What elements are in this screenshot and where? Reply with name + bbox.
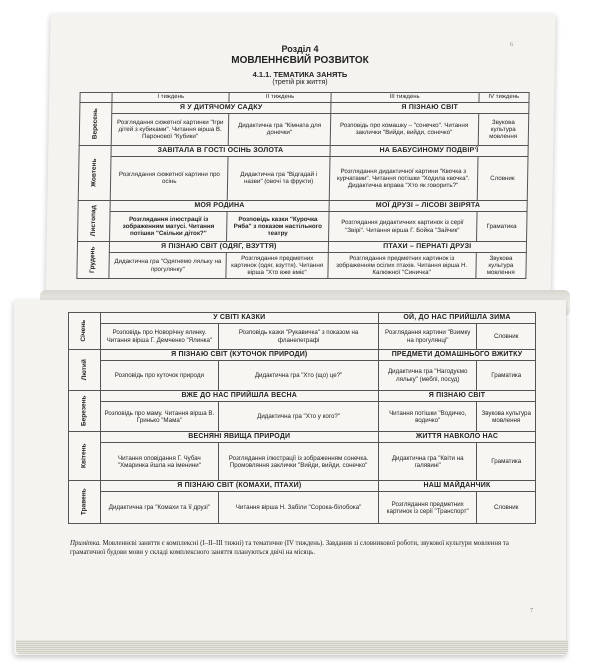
month-label: Вересень [79, 102, 112, 145]
cell: Розповідь казки "Рукавичка" з показом на фланелеграфі [219, 324, 379, 350]
theme-row [77, 242, 526, 253]
cell: Читання потішки "Водичко, водичко" [378, 402, 476, 432]
week-header: III тиждень [331, 93, 479, 103]
schedule-table-lower [68, 312, 536, 524]
cell: Дидактична гра "Хто у кого?" [219, 402, 379, 432]
footnote-text: Мовленнєві заняття є комплексні (I–II–III тижні) та тематичне (IV тиждень). Завдання зі словникової роботи, звукової культури мовлення та граматичної будови мови у складі комплексного заняття плануються двічі на місяць. [70, 540, 509, 556]
theme-label: МОЯ РОДИНА [110, 200, 329, 211]
theme-label: Я ПІЗНАЮ СВІТ [330, 102, 529, 113]
table-header-row [80, 93, 529, 103]
cell: Дидактична гра "Хто (що) це?" [219, 361, 379, 391]
table-row [69, 361, 536, 391]
table-row [77, 253, 526, 279]
month-label: Березень [69, 391, 101, 432]
cell: Граматика [476, 212, 527, 242]
cell: Словник [477, 492, 536, 524]
cell: Дидактична гра "Одягнемо ляльку на прогулянку" [109, 253, 227, 279]
week-header: IV тиждень [478, 93, 529, 103]
table-row [69, 324, 536, 350]
cell: Читання вірша Н. Забіли "Сорока-білобока" [219, 492, 379, 524]
theme-row [79, 145, 528, 156]
cell: Граматика [477, 361, 536, 391]
table-row [69, 492, 536, 524]
cell: Читання оповідання Г. Чубач "Хмаринка йшла на іменини" [100, 443, 219, 481]
week-header: II тиждень [229, 93, 330, 103]
footnote-label: Примітка. [70, 540, 101, 547]
month-label: Травень [69, 481, 101, 524]
theme-row [69, 481, 536, 492]
theme-row [69, 432, 536, 443]
cell: Розглядання сюжетної картини про осінь [110, 156, 228, 200]
cell: Розповідь про куточок природи [100, 361, 219, 391]
cell: Розглядання предметних картинок із серії "Транспорт" [378, 492, 476, 524]
theme-label: ВЖЕ ДО НАС ПРИЙШЛА ВЕСНА [100, 391, 378, 402]
cell: Звукова культура мовлення [475, 253, 526, 279]
subtitle: 4.1.1. ТЕМАТИКА ЗАНЯТЬ [252, 70, 348, 79]
schedule-table-upper [76, 92, 529, 279]
cell: Словник [477, 324, 536, 350]
theme-label: ОЙ, ДО НАС ПРИЙШЛА ЗИМА [378, 313, 535, 324]
theme-label: Я ПІЗНАЮ СВІТ (КУТОЧОК ПРИРОДИ) [100, 350, 378, 361]
theme-label: ЖИТТЯ НАВКОЛО НАС [378, 432, 535, 443]
theme-label: У СВІТІ КАЗКИ [100, 313, 378, 324]
cell: Розповідь про комашку – "сонечко". Читання заклички "Вийди, вийди, сонечко" [330, 113, 478, 145]
cell: Розглядання предметних картинок (одяг, взуття). Читання вірша "Хто вже вміє" [226, 253, 328, 279]
table-row [78, 156, 528, 200]
theme-label: ПТАХИ – ПЕРНАТІ ДРУЗІ [328, 242, 527, 253]
theme-label: Я ПІЗНАЮ СВІТ (ОДЯГ, ВЗУТТЯ) [109, 242, 328, 253]
table-row [69, 402, 536, 432]
theme-label: НА БАБУСИНОМУ ПОДВІР'Ї [330, 145, 529, 156]
cell: Дидактична гра "Квіти на галявині" [378, 443, 476, 481]
theme-label: ВЕСНЯНІ ЯВИЩА ПРИРОДИ [100, 432, 378, 443]
cell: Граматика [477, 443, 536, 481]
cell: Розглядання картини "Взимку на прогулянці" [378, 324, 476, 350]
theme-row [69, 391, 536, 402]
theme-row [69, 313, 536, 324]
month-label: Жовтень [78, 145, 111, 200]
cell: Звукова культура мовлення [478, 113, 529, 145]
week-header: I тиждень [112, 93, 230, 103]
cell: Дидактична гра "Комахи та її друзі" [100, 492, 219, 524]
cell: Словник [477, 156, 528, 200]
cell: Розповідь казки "Курочка Ряба" з показом настільного театру [227, 212, 329, 242]
theme-row [80, 102, 529, 113]
table-row [79, 113, 529, 145]
cell: Розглядання предметних картинок із зображенням осілих птахів. Читання вірша Н. Калюжної "Синичка" [328, 253, 476, 279]
month-label: Грудень [77, 242, 110, 279]
top-page-number: 6 [510, 42, 513, 48]
month-label: Лютий [69, 350, 101, 391]
cell: Розповідь про Новорічну ялинку. Читання вірша Г. Демченко "Ялинка" [100, 324, 219, 350]
theme-row [69, 350, 536, 361]
bottom-page-number: 7 [530, 608, 533, 614]
cell: Звукова культура мовлення [477, 402, 536, 432]
month-label: Квітень [69, 432, 101, 481]
month-label: Січень [69, 313, 101, 350]
page-edges [16, 640, 568, 654]
table-row [78, 212, 528, 242]
cell: Дидактична гра "Кімната для донечки" [229, 113, 331, 145]
theme-label: ЗАВІТАЛА В ГОСТІ ОСІНЬ ЗОЛОТА [111, 145, 330, 156]
theme-label: МОЇ ДРУЗІ – ЛІСОВІ ЗВІРЯТА [329, 200, 528, 211]
theme-label: Я У ДИТЯЧОМУ САДКУ [112, 102, 331, 113]
page-title: МОВЛЕННЄВИЙ РОЗВИТОК [231, 55, 369, 66]
cell: Дидактична гра "Нагодуємо ляльку" (меблі, посуд) [378, 361, 476, 391]
cell: Розглядання дидактичних картинок із серії "Звірі". Читання вірша Г. Бойка "Зайчик" [328, 212, 476, 242]
theme-label: НАШ МАЙДАНЧИК [378, 481, 535, 492]
month-label: Листопад [78, 200, 111, 241]
table-row [69, 443, 536, 481]
cell: Розглядання ілюстрації із зображенням сонечка. Промовляння заклички "Вийди, вийди, сонечко" [219, 443, 379, 481]
section-label: Розділ 4 [281, 44, 319, 54]
theme-label: Я ПІЗНАЮ СВІТ [378, 391, 535, 402]
subtitle-age: (третій рік життя) [272, 79, 328, 86]
theme-label: ПРЕДМЕТИ ДОМАШНЬОГО ВЖИТКУ [378, 350, 535, 361]
cell: Розглядання ілюстрації із зображенням матусі. Читання потішки "Скільки діток?" [109, 212, 227, 242]
cell: Дидактична гра "Відгадай і назви" (овочі та фрукти) [228, 156, 330, 200]
cell: Розглядання сюжетної картинки "Ігри дітей з кубиками". Читання вірша В. Паронової "Кубики" [111, 113, 229, 145]
cell: Розглядання дидактичної картини "Квочка з курчатами". Читання потішки "Ходила квочка". Дидактична вправа "Хто як говорить?" [329, 156, 478, 200]
theme-row [78, 200, 527, 211]
theme-label: Я ПІЗНАЮ СВІТ (КОМАХИ, ПТАХИ) [100, 481, 378, 492]
footnote [70, 540, 540, 558]
cell: Розповідь про маму. Читання вірша В. Гринько "Мама" [100, 402, 219, 432]
